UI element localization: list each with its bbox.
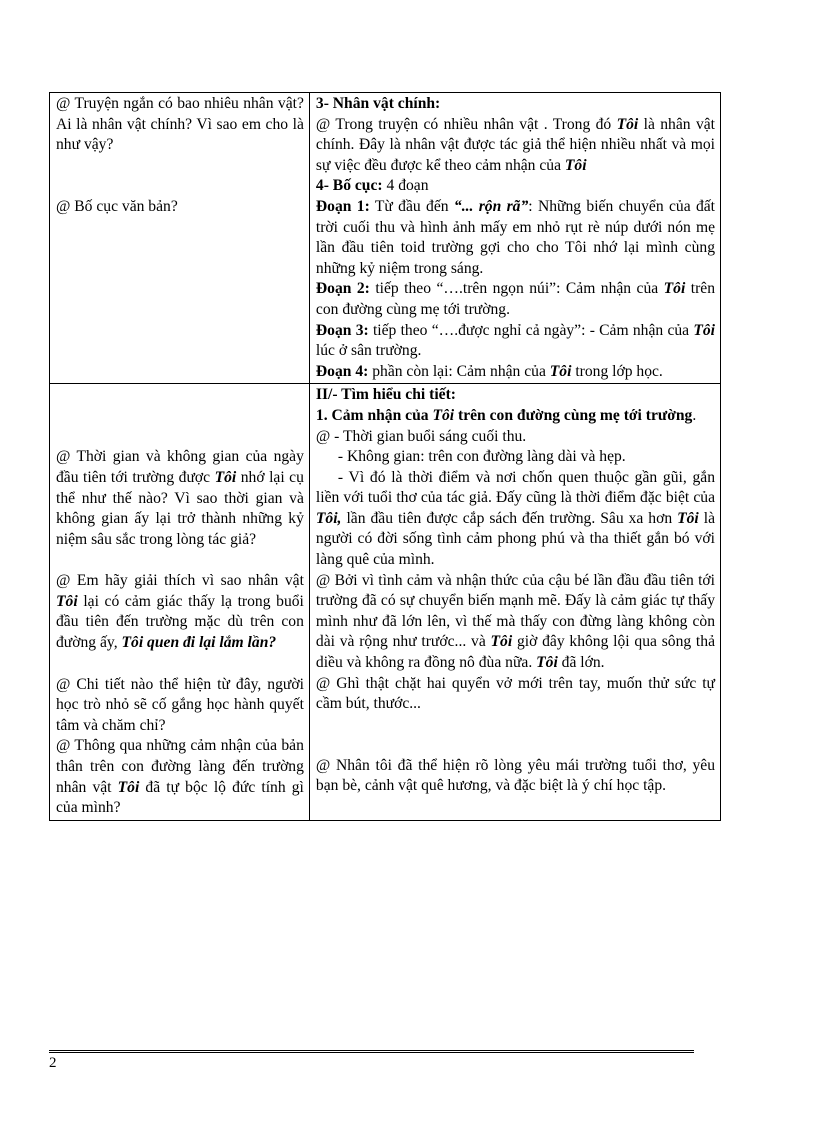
- heading-feelings-road: 1. Cảm nhận của Tôi trên con đường cùng mẹ tới trường.: [315, 406, 697, 424]
- paragraph-doan-3: Đoạn 3: tiếp theo “….được nghỉ cả ngày”: - Cảm nhận của Tôi lúc ở sân trường.: [315, 321, 715, 360]
- answer-space: - Không gian: trên con đường làng dài và hẹp.: [337, 448, 626, 466]
- questions-cell: [50, 384, 310, 821]
- lesson-table: [49, 92, 721, 821]
- answers-cell: [309, 384, 720, 821]
- answer-time: @ - Thời gian buổi sáng cuối thu.: [315, 427, 527, 445]
- answer-virtue: @ Nhân tôi đã thể hiện rõ lòng yêu mái trường tuổi thơ, yêu bạn bè, cảnh vật quê hương, và đặc biệt là ý chí học tập.: [315, 756, 715, 795]
- answer-strange-feeling: @ Bởi vì tình cảm và nhận thức của cậu bé lần đầu đầu tiên tới trường đã có sự chuyển biến mạnh mẽ. Đấy là cảm giác tự thấy mình như đã lớn lên, vì thế mà thấy con đừng làng không còn dài và rộng như trước... và Tôi giờ đây không lội qua sông thả diều và không ra đồng nô đùa nữa. Tôi đã lớn.: [315, 571, 715, 672]
- question-strange-feeling: @ Em hãy giải thích vì sao nhân vật Tôi lại có cảm giác thấy lạ trong buổi đầu tiên đến trường mặc dù trên con đường ấy, Tôi quen đi lại lắm lần?: [56, 572, 304, 652]
- paragraph-doan-4: Đoạn 4: phần còn lại: Cảm nhận của Tôi trong lớp học.: [315, 362, 663, 380]
- answer-reason: - Vì đó là thời điểm và nơi chốn quen thuộc gần gũi, gắn liền với tuổi thơ của tác giả. Đấy cũng là thời điểm đặc biệt của Tôi, lần đầu tiên được cắp sách đến trường. Sâu xa hơn Tôi là người có đời sống tình cảm phong phú và tha thiết gắn bó với làng quê của mình.: [315, 468, 715, 569]
- question-structure: @ Bố cục văn bản?: [56, 197, 178, 215]
- answer-detail: @ Ghì thật chặt hai quyển vở mới trên tay, muốn thử sức tự cầm bút, thước...: [315, 674, 715, 713]
- heading-main-character: 3- Nhân vật chính:: [315, 95, 441, 112]
- paragraph-doan-2: Đoạn 2: tiếp theo “….trên ngọn núi”: Cảm nhận của Tôi trên con đường cùng mẹ tới trường.: [315, 280, 715, 318]
- heading-details: II/- Tìm hiểu chi tiết:: [315, 386, 456, 404]
- question-virtue: @ Thông qua những cảm nhận của bản thân trên con đường làng đến trường nhân vật Tôi đã tự bộc lộ đức tính gì của mình?: [56, 737, 304, 817]
- answer-main-character: @ Trong truyện có nhiều nhân vật . Trong đó Tôi là nhân vật chính. Đây là nhân vật được tác giả thể hiện nhiều nhất và mọi sự việc đều được kể theo cảm nhận của Tôi: [315, 115, 715, 174]
- question-characters: @ Truyện ngắn có bao nhiêu nhân vật? Ai là nhân vật chính? Vì sao em cho là như vậy?: [56, 95, 304, 154]
- table-row: [50, 93, 721, 384]
- answers-cell: [309, 93, 720, 384]
- heading-structure: 4- Bố cục: 4 đoạn: [315, 177, 429, 195]
- page-number: 2: [49, 1055, 57, 1071]
- footer-divider: [49, 1050, 694, 1053]
- question-time-space: @ Thời gian và không gian của ngày đầu tiên tới trường được Tôi nhớ lại cụ thể như thế nào? Vì sao thời gian và không gian ấy lại trở thành những kỷ niệm sâu sắc trong lòng tác giả?: [56, 448, 304, 548]
- table-row: [50, 384, 721, 821]
- questions-cell: [50, 93, 310, 384]
- paragraph-doan-1: Đoạn 1: Từ đầu đến “... rộn rã”: Những biến chuyển của đất trời cuối thu và hình ảnh mấy em nhỏ rụt rè núp dưới nón mẹ lần đầu tiên toid trường gợi cho cho Tôi nhớ lại mình cùng những kỷ niệm trong sáng.: [315, 197, 716, 277]
- question-detail: @ Chi tiết nào thể hiện từ đây, người học trò nhỏ sẽ cố gắng học hành quyết tâm và chăm chỉ?: [56, 675, 304, 734]
